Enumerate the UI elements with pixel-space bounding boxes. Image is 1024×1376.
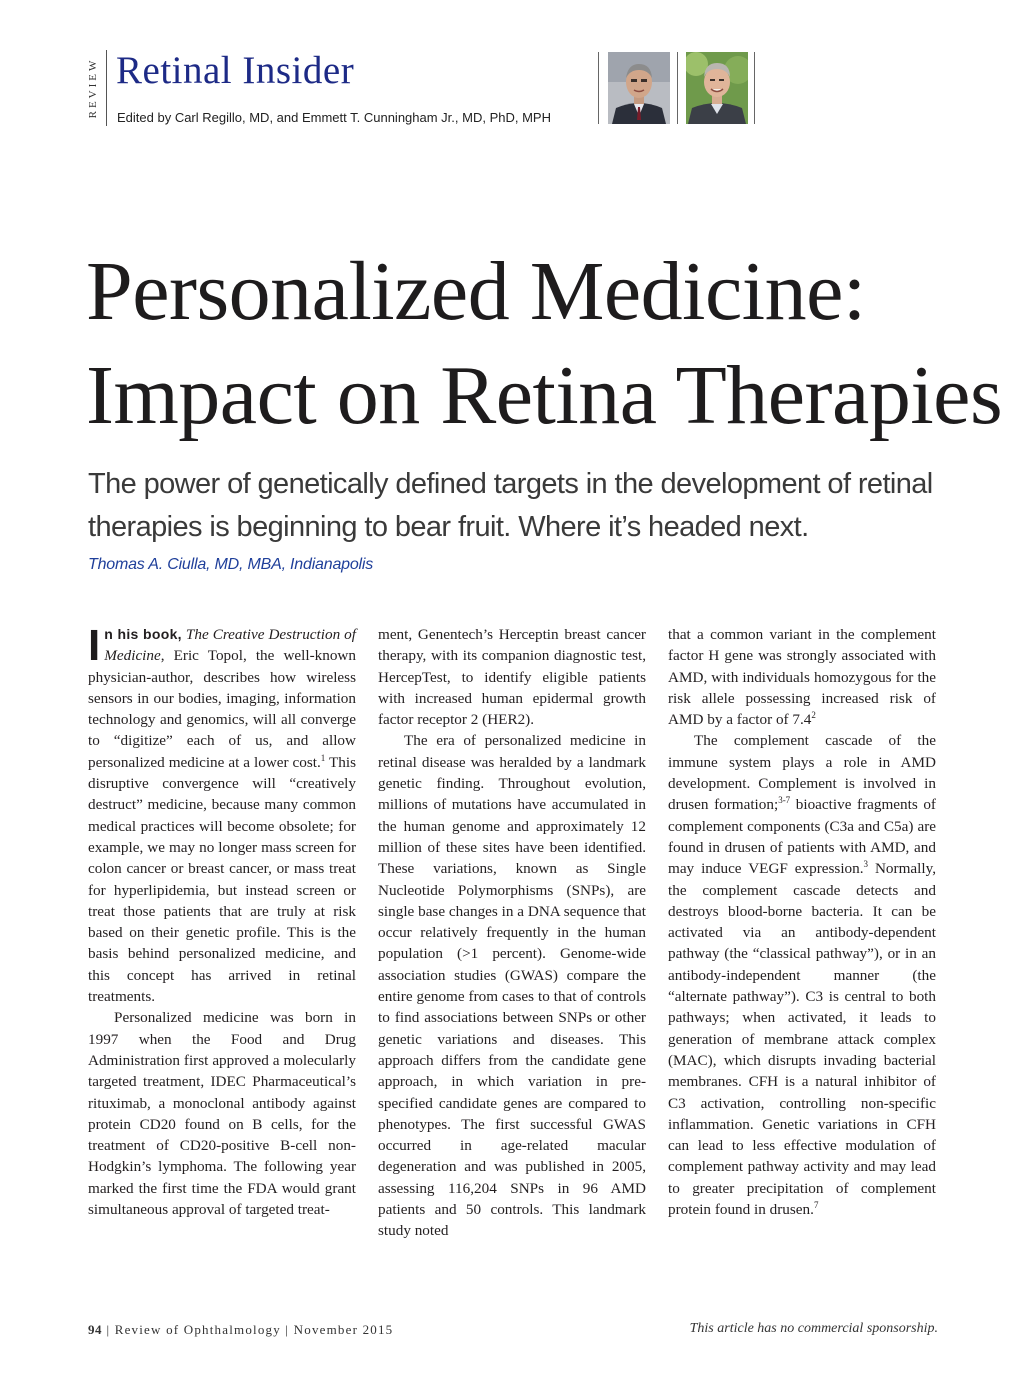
reference: 7 <box>813 1199 819 1210</box>
section-label: REVIEW <box>87 57 99 119</box>
sponsorship-note: This article has no commercial sponsorship. <box>689 1321 938 1336</box>
page-footer: 94 | Review of Ophthalmology | November 2015 <box>88 1322 394 1337</box>
header-divider <box>106 50 107 126</box>
publication-name: Review of Ophthalmology <box>114 1322 281 1337</box>
reference: 3-7 <box>778 795 791 806</box>
editors-line: Edited by Carl Regillo, MD, and Emmett T. Cunningham Jr., MD, PhD, MPH <box>117 110 551 125</box>
paragraph-3-end: that a common variant in the complement factor H gene was strongly associated with AMD, with individuals homozygous for the risk allele possessing increased risk of AMD by a factor of $7.4^2$ <box>668 626 936 729</box>
drop-cap: I <box>88 621 101 670</box>
article-title-line-1: Personalized Medicine: <box>86 245 866 338</box>
paragraph-1: In his book, The Creative Destruction of Medicine, Eric Topol, the well-known physician-author, describes how wireless sensors in our bodies, imaging, information technology and genomics, will all converge to “digitize” each of us, and allow personalized medicine at a lower cost.$^1$ This disruptive convergence will “creatively destruct” medicine, because many common medical practices will become obsolete; for example, we may no longer mass screen for colon cancer or breast cancer, or mass treat for hyperlipidemia, but instead screen or treat those patients that are truly at risk based on their genetic profile. This is the basis behind personalized medicine, and this concept has arrived in retinal treatments. <box>88 621 356 1006</box>
body-column-1 <box>88 621 356 1220</box>
photo-divider <box>598 52 599 124</box>
reference: 1 <box>320 752 326 763</box>
column-title: Retinal Insider <box>116 49 355 92</box>
reference: 3 <box>863 859 869 870</box>
editor-photo-1 <box>608 52 670 124</box>
article-author: Thomas A. Ciulla, MD, MBA, Indianapolis <box>88 556 374 573</box>
reference: 2 <box>811 710 816 721</box>
editor-photo-2 <box>686 52 748 124</box>
photo-divider <box>677 52 678 124</box>
paragraph-4: The complement cascade of the immune system plays a role in AMD development. Complement is involved in drusen formation;$^{3-7}$ bioactive fragments of complement components (C3a and C5a) are found in drusen of patients with AMD, and may induce VEGF expression.$^3$ Normally, the complement cascade detects and destroys blood-borne bacteria. It can be activated via an antibody-dependent pathway (the “classical pathway”), or in an antibody-independent manner (the “alternate pathway”). C3 is central to both pathways; when activated, it leads to generation of membrane attack complex (MAC), which disrupts invading bacterial membranes. CFH is a natural inhibitor of C3 activation, controlling non-specific inflammation. Genetic variations in CFH can lead to less effective modulation of complement pathway activity and may lead to greater precipitation of complement protein found in drusen.$^7$ <box>668 732 936 1219</box>
paragraph-2-start: Personalized medicine was born in 1997 when the Food and Drug Administration first approved a molecularly targeted treatment, IDEC Pharmaceutical’s rituximab, a monoclonal antibody against protein CD20 found on B cells, for the treatment of CD20-positive B-cell non-Hodgkin’s lymphoma. The following year marked the first time the FDA would grant simultaneous approval of targeted treat- <box>88 1009 356 1219</box>
page-number: 94 <box>88 1322 102 1337</box>
body-column-3 <box>668 624 936 1220</box>
photo-divider <box>754 52 755 124</box>
article-title-line-2: Impact on Retina Therapies <box>86 349 1003 442</box>
lead-in: n his book, <box>104 626 182 642</box>
article-subtitle: The power of genetically defined targets in the development of retinal therapies is beginning to bear fruit. Where it’s headed next. <box>88 468 933 543</box>
paragraph-3-start: The era of personalized medicine in retinal disease was heralded by a landmark genetic finding. Throughout evolution, millions of mutations have accumulated in the human genome and approximately 12 million of these sites have been identified. These variations, known as Single Nucleotide Polymorphisms (SNPs), are single base changes in a DNA sequence that occur relatively frequently in the human population (>1 percent). Genome-wide association studies (GWAS) compare the entire genome from cases to that of controls to find associations between SNPs or other genetic variations and diseases. This approach differs from the candidate gene approach, in which variation in pre-specified candidate genes are compared to phenotypes. The first successful GWAS occurred in age-related macular degeneration and was published in 2005, assessing 116,204 SNPs in 96 AMD patients and 50 controls. This landmark study noted <box>378 732 646 1240</box>
book-title: The Creative Destruction of Medicine <box>104 626 356 665</box>
body-column-2 <box>378 624 646 1242</box>
issue-date: November 2015 <box>293 1322 394 1337</box>
paragraph-2-end: ment, Genentech’s Herceptin breast cancer therapy, with its companion diagnostic test, HercepTest, to identify eligible patients with increased human epidermal growth factor receptor 2 (HER2). <box>378 626 646 729</box>
article-title <box>86 240 1003 448</box>
